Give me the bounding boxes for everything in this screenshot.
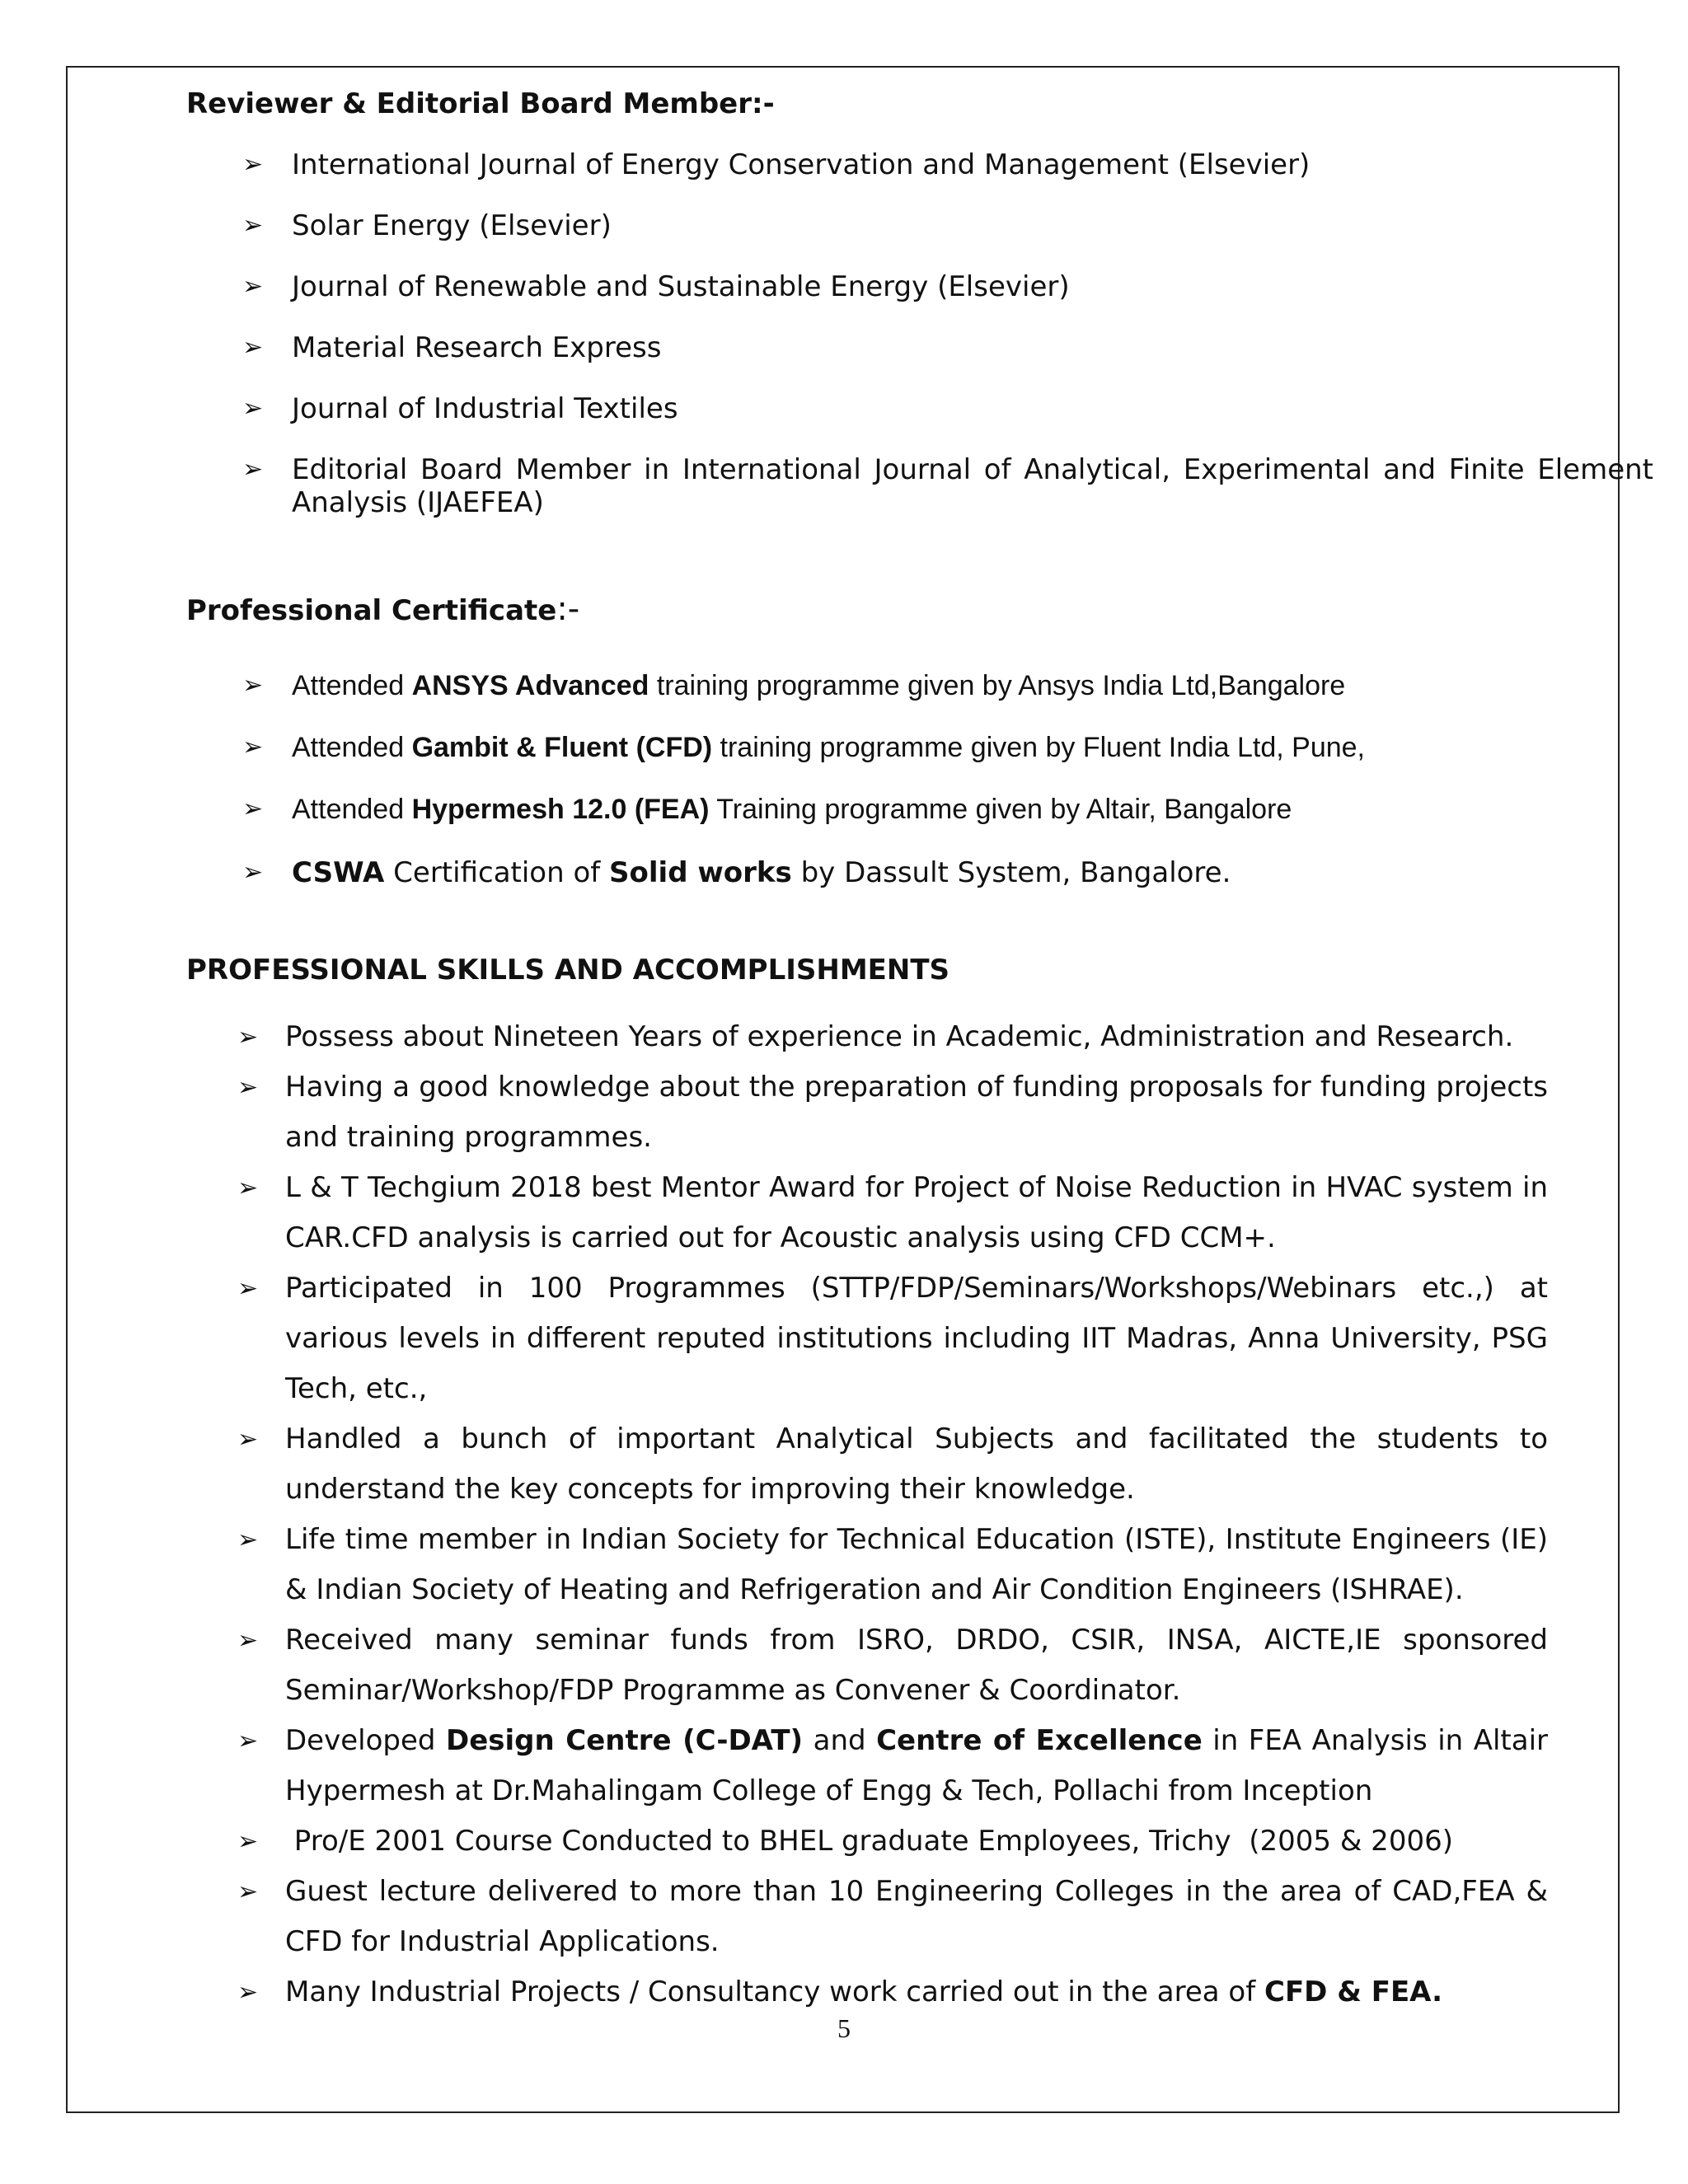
list-item: ➢ Possess about Nineteen Years of experience in Academic, Administration and Research. xyxy=(186,1012,1548,1062)
list-item: ➢ Editorial Board Member in International Journal of Analytical, Experimental and Finite Element Analysis (IJAEFEA) xyxy=(242,453,1653,519)
arrow-bullet-icon: ➢ xyxy=(242,394,264,423)
arrow-bullet-icon: ➢ xyxy=(237,1526,259,1554)
list-item: ➢ Handled a bunch of important Analytical Subjects and facilitated the students to understand the key concepts for improving their knowledge. xyxy=(186,1414,1548,1515)
reviewer-heading: Reviewer & Editorial Board Member:- xyxy=(186,87,775,120)
certificate-heading: Professional Certificate:- xyxy=(186,590,580,628)
list-item: ➢ Solar Energy (Elsevier) xyxy=(242,209,612,242)
list-item: ➢ Pro/E 2001 Course Conducted to BHEL graduate Employees, Trichy (2005 & 2006) xyxy=(186,1816,1548,1867)
arrow-bullet-icon: ➢ xyxy=(237,1174,259,1202)
list-item: ➢ Developed Design Centre (C-DAT) and Centre of Excellence in FEA Analysis in Altair Hypermesh at Dr.Mahalingam College of Engg & Tech, Pollachi from Inception xyxy=(186,1716,1548,1816)
arrow-bullet-icon: ➢ xyxy=(237,1023,259,1052)
arrow-bullet-icon: ➢ xyxy=(242,455,264,484)
list-item: ➢ Journal of Industrial Textiles xyxy=(242,392,678,425)
list-item: ➢ Received many seminar funds from ISRO, DRDO, CSIR, INSA, AICTE,IE sponsored Seminar/Workshop/FDP Programme as Convener & Coordinator. xyxy=(186,1615,1548,1716)
arrow-bullet-icon: ➢ xyxy=(237,1274,259,1303)
arrow-bullet-icon: ➢ xyxy=(237,1877,259,1906)
list-item: ➢ Many Industrial Projects / Consultancy work carried out in the area of CFD & FEA. xyxy=(186,1967,1548,2018)
list-item: ➢ International Journal of Energy Conservation and Management (Elsevier) xyxy=(242,148,1311,181)
arrow-bullet-icon: ➢ xyxy=(237,1727,259,1755)
list-item: ➢ Attended ANSYS Advanced training programme given by Ansys India Ltd,Bangalore xyxy=(242,670,1346,701)
list-item: ➢ Having a good knowledge about the preparation of funding proposals for funding projects and training programmes. xyxy=(186,1062,1548,1163)
arrow-bullet-icon: ➢ xyxy=(237,1626,259,1655)
arrow-bullet-icon: ➢ xyxy=(242,733,264,762)
arrow-bullet-icon: ➢ xyxy=(242,211,264,240)
arrow-bullet-icon: ➢ xyxy=(242,858,264,887)
list-item: ➢ L & T Techgium 2018 best Mentor Award for Project of Noise Reduction in HVAC system in CAR.CFD analysis is carried out for Acoustic analysis using CFD CCM+. xyxy=(186,1163,1548,1263)
skills-list xyxy=(186,1012,1548,2018)
arrow-bullet-icon: ➢ xyxy=(242,333,264,362)
list-item: ➢ Journal of Renewable and Sustainable Energy (Elsevier) xyxy=(242,270,1070,303)
arrow-bullet-icon: ➢ xyxy=(242,150,264,179)
list-item: ➢ Attended Gambit & Fluent (CFD) training programme given by Fluent India Ltd, Pune, xyxy=(242,732,1365,763)
list-item: ➢ Guest lecture delivered to more than 10 Engineering Colleges in the area of CAD,FEA & CFD for Industrial Applications. xyxy=(186,1867,1548,1967)
skills-heading: PROFESSIONAL SKILLS AND ACCOMPLISHMENTS xyxy=(186,954,950,987)
arrow-bullet-icon: ➢ xyxy=(242,671,264,700)
list-item: ➢ Life time member in Indian Society for Technical Education (ISTE), Institute Engineers (IE) & Indian Society of Heating and Refrigeration and Air Condition Engineers (ISHRAE). xyxy=(186,1515,1548,1615)
list-item: ➢ Attended Hypermesh 12.0 (FEA) Training programme given by Altair, Bangalore xyxy=(242,794,1292,825)
arrow-bullet-icon: ➢ xyxy=(237,1073,259,1102)
page-number: 5 xyxy=(837,2013,851,2043)
list-item: ➢ Material Research Express xyxy=(242,331,662,364)
arrow-bullet-icon: ➢ xyxy=(242,794,264,823)
list-item: ➢ Participated in 100 Programmes (STTP/FDP/Seminars/Workshops/Webinars etc.,) at various levels in different reputed institutions including IIT Madras, Anna University, PSG Tech, etc., xyxy=(186,1263,1548,1414)
arrow-bullet-icon: ➢ xyxy=(237,1978,259,2007)
list-item: ➢ CSWA Certification of Solid works by Dassult System, Bangalore. xyxy=(242,856,1231,889)
arrow-bullet-icon: ➢ xyxy=(237,1827,259,1856)
arrow-bullet-icon: ➢ xyxy=(237,1425,259,1454)
arrow-bullet-icon: ➢ xyxy=(242,272,264,301)
